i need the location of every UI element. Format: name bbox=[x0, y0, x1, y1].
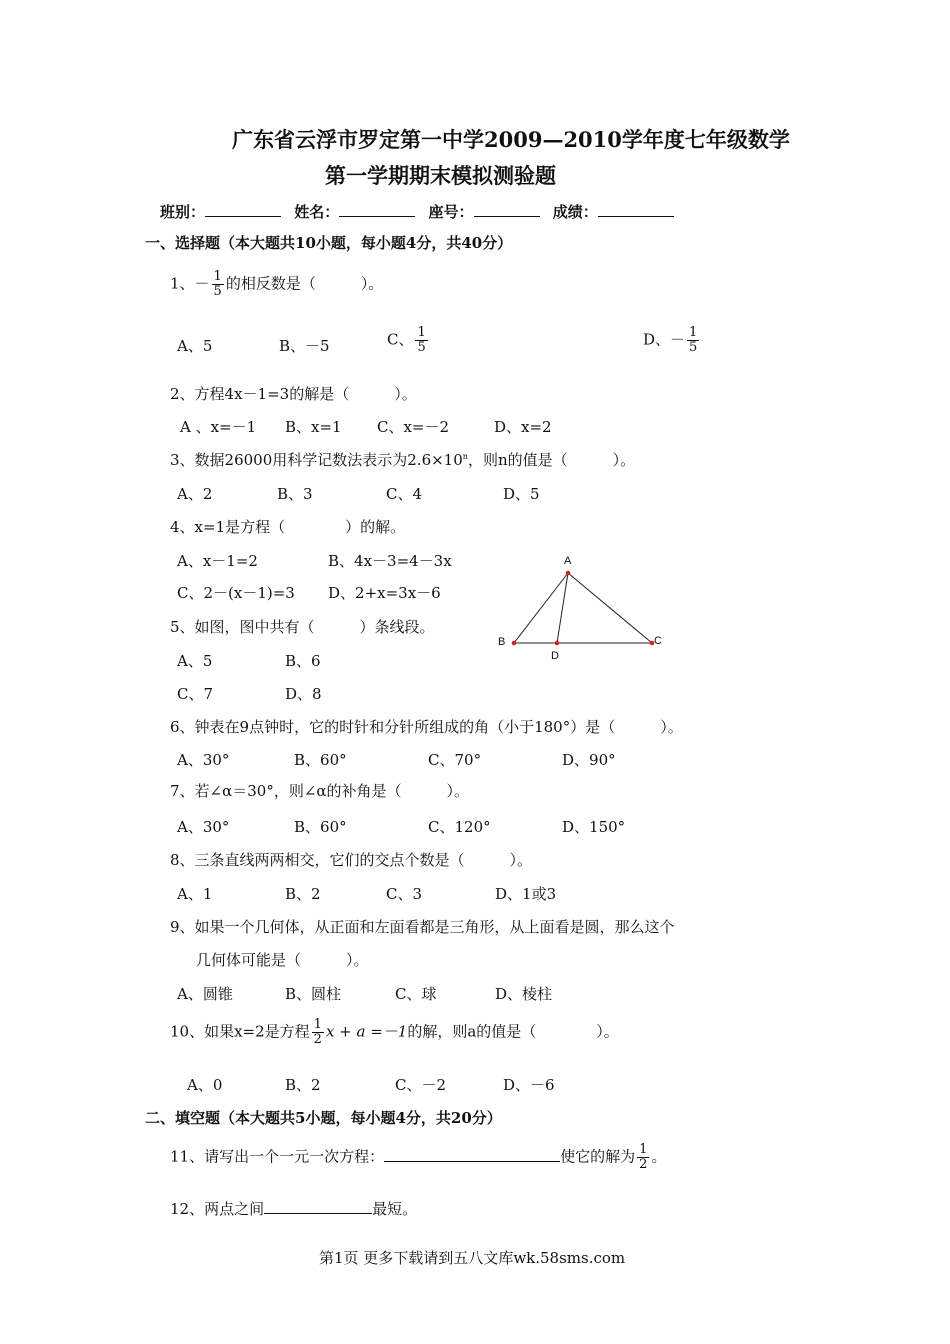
point-d bbox=[555, 641, 560, 646]
question-4: 4、x=1是方程（ ）的解。 bbox=[170, 518, 406, 536]
q3-option-b[interactable]: B、3 bbox=[277, 485, 313, 503]
q10-option-b[interactable]: B、2 bbox=[285, 1076, 321, 1094]
q6-option-a[interactable]: A、30° bbox=[177, 751, 230, 769]
info-line bbox=[160, 201, 674, 222]
class-label: 班别： bbox=[160, 203, 206, 221]
q7-option-a[interactable]: A、30° bbox=[177, 818, 230, 836]
q6-option-b[interactable]: B、60° bbox=[294, 751, 347, 769]
q5-option-c[interactable]: C、7 bbox=[177, 685, 214, 703]
q8-option-a[interactable]: A、1 bbox=[177, 885, 213, 903]
q1-option-c[interactable]: C、 $\frac{1}{5}$ bbox=[387, 325, 426, 355]
q5-option-a[interactable]: A、5 bbox=[177, 652, 213, 670]
fraction: $\frac{1}{2}$ bbox=[313, 1017, 322, 1047]
label-d: D bbox=[551, 650, 559, 662]
fraction: $\frac{1}{2}$ bbox=[639, 1142, 648, 1172]
q6-option-c[interactable]: C、70° bbox=[428, 751, 482, 769]
q10-option-d[interactable]: D、－6 bbox=[503, 1076, 555, 1094]
q2-option-a[interactable]: A 、x=－1 bbox=[180, 418, 257, 436]
point-a bbox=[566, 571, 571, 576]
segment-ac bbox=[568, 573, 652, 643]
q1-option-d[interactable]: D、－ $\frac{1}{5}$ bbox=[643, 325, 698, 355]
q8-option-d[interactable]: D、1或3 bbox=[495, 885, 557, 903]
class-blank[interactable] bbox=[205, 216, 281, 217]
q7-option-b[interactable]: B、60° bbox=[294, 818, 347, 836]
q9-option-d[interactable]: D、棱柱 bbox=[495, 985, 553, 1003]
question-1: 1、－ $\frac{1}{5}$ 的相反数是（ ）。 bbox=[170, 269, 384, 299]
segment-ab bbox=[514, 573, 568, 643]
seat-blank[interactable] bbox=[474, 216, 540, 217]
question-8: 8、三条直线两两相交，它们的交点个数是（ ）。 bbox=[170, 851, 533, 869]
q4-option-c[interactable]: C、2－(x－1)=3 bbox=[177, 584, 295, 602]
question-5: 5、如图，图中共有（ ）条线段。 bbox=[170, 618, 435, 636]
q3-option-c[interactable]: C、4 bbox=[386, 485, 423, 503]
q10-option-a[interactable]: A、0 bbox=[187, 1076, 223, 1094]
score-blank[interactable] bbox=[598, 216, 674, 217]
q8-option-c[interactable]: C、3 bbox=[386, 885, 423, 903]
q3-option-d[interactable]: D、5 bbox=[503, 485, 540, 503]
q4-option-d[interactable]: D、2+x=3x－6 bbox=[328, 584, 441, 602]
q1-option-b[interactable]: B、－5 bbox=[279, 337, 330, 355]
q2-option-c[interactable]: C、x=－2 bbox=[377, 418, 450, 436]
question-12: 12、两点之间 最短。 bbox=[170, 1200, 418, 1218]
q4-option-a[interactable]: A、x－1=2 bbox=[177, 552, 258, 570]
question-9-line-2: 几何体可能是（ ）。 bbox=[196, 951, 369, 969]
q7-option-d[interactable]: D、150° bbox=[562, 818, 626, 836]
question-11: 11、请写出一个一元一次方程： 使它的解为 $\frac{1}{2}$ 。 bbox=[170, 1142, 667, 1172]
label-b: B bbox=[498, 636, 506, 648]
segment-ad bbox=[557, 573, 568, 643]
label-c: C bbox=[654, 635, 662, 647]
q9-option-a[interactable]: A、圆锥 bbox=[177, 985, 233, 1003]
seat-label: 座号： bbox=[428, 203, 474, 221]
q11-answer-blank[interactable] bbox=[384, 1161, 560, 1162]
question-10: 10、如果x=2是方程 $\frac{1}{2}$ x + a =－1的解，则a的值是（ ）。 bbox=[170, 1017, 619, 1047]
q3-option-a[interactable]: A、2 bbox=[177, 485, 213, 503]
name-label: 姓名： bbox=[294, 203, 340, 221]
question-7: 7、若∠α＝30°，则∠α的补角是（ ）。 bbox=[170, 782, 470, 800]
section-2-heading: 二、填空题（本大题共5小题，每小题4分，共20分） bbox=[145, 1109, 502, 1127]
q6-option-d[interactable]: D、90° bbox=[562, 751, 616, 769]
q10-option-c[interactable]: C、－2 bbox=[395, 1076, 447, 1094]
page-footer: 第1页 更多下载请到五八文库wk.58sms.com bbox=[319, 1249, 626, 1267]
q2-option-d[interactable]: D、x=2 bbox=[494, 418, 552, 436]
q4-option-b[interactable]: B、4x－3=4－3x bbox=[328, 552, 452, 570]
q9-option-b[interactable]: B、圆柱 bbox=[285, 985, 342, 1003]
name-blank[interactable] bbox=[339, 216, 415, 217]
label-a: A bbox=[564, 555, 572, 567]
title-line-1: 广东省云浮市罗定第一中学2009—2010学年度七年级数学 bbox=[232, 127, 790, 152]
q5-option-d[interactable]: D、8 bbox=[285, 685, 322, 703]
title-line-2: 第一学期期末模拟测验题 bbox=[325, 163, 556, 188]
question-9-line-1: 9、如果一个几何体，从正面和左面看都是三角形，从上面看是圆，那么这个 bbox=[170, 918, 675, 936]
q1-option-a[interactable]: A、5 bbox=[177, 337, 213, 355]
q9-option-c[interactable]: C、球 bbox=[395, 985, 437, 1003]
score-label: 成绩： bbox=[552, 203, 598, 221]
q12-answer-blank[interactable] bbox=[264, 1213, 372, 1214]
question-3: 3、数据26000用科学记数法表示为$2.6\times 10^n$，则n的值是（ ）。 bbox=[170, 451, 636, 469]
q2-option-b[interactable]: B、x=1 bbox=[285, 418, 342, 436]
question-6: 6、钟表在9点钟时，它的时针和分针所组成的角（小于180°）是（ ）。 bbox=[170, 718, 683, 736]
q5-option-b[interactable]: B、6 bbox=[285, 652, 321, 670]
question-2: 2、方程4x－1=3的解是（ ）。 bbox=[170, 385, 417, 403]
triangle-figure bbox=[490, 550, 670, 665]
section-1-heading: 一、选择题（本大题共10小题，每小题4分，共40分） bbox=[145, 234, 513, 252]
fraction: $\frac{1}{5}$ bbox=[213, 269, 222, 299]
q7-option-c[interactable]: C、120° bbox=[428, 818, 491, 836]
q8-option-b[interactable]: B、2 bbox=[285, 885, 321, 903]
point-b bbox=[512, 641, 517, 646]
